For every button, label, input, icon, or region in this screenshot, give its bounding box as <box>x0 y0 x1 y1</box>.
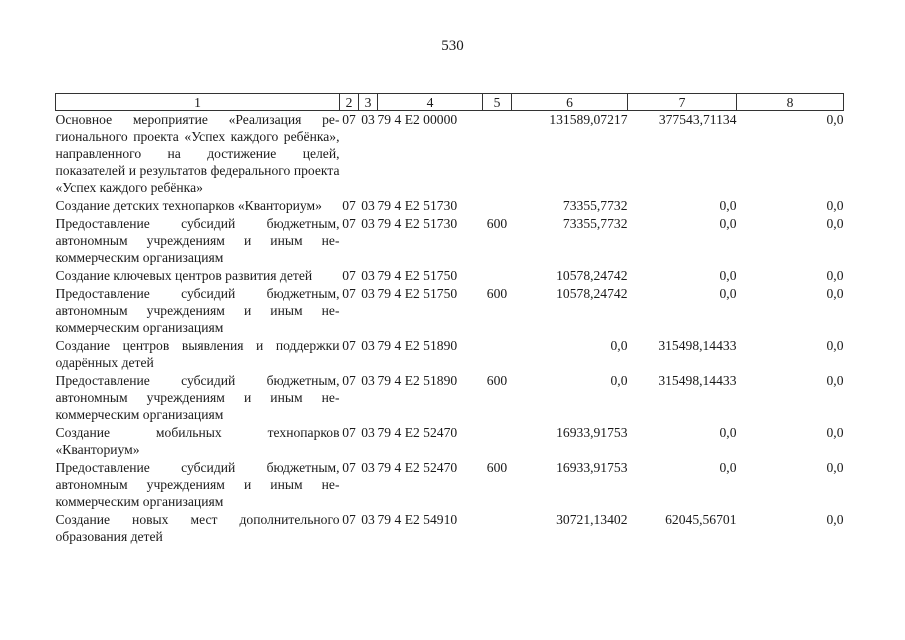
row-target-code: 79 4 E2 51750 <box>377 286 458 301</box>
row-subsection: 03 <box>361 198 375 213</box>
page-number: 530 <box>441 38 464 54</box>
row-expense-type <box>483 424 512 459</box>
row-value-7: 0,0 <box>719 268 737 283</box>
row-name: Создание детских технопарков «Кванториум» <box>55 198 322 213</box>
row-expense-type <box>483 337 512 372</box>
row-name: Создание новых мест дополнительного образования детей <box>55 512 340 544</box>
row-value-7: 0,0 <box>719 460 737 475</box>
row-value-7: 315498,14433 <box>658 338 737 353</box>
row-value-8: 0,0 <box>826 338 844 353</box>
row-value-8: 0,0 <box>826 512 844 527</box>
row-expense-type: 600 <box>486 373 508 388</box>
row-subsection: 03 <box>361 373 375 388</box>
table-row <box>56 337 844 372</box>
row-section: 07 <box>342 112 356 127</box>
row-value-6: 0,0 <box>610 338 628 353</box>
row-expense-type <box>483 111 512 198</box>
row-target-code: 79 4 E2 51890 <box>377 338 458 353</box>
header-col-3: 3 <box>359 94 378 111</box>
table-row <box>56 267 844 285</box>
row-name: Создание мобильных технопарков «Кванториум» <box>55 425 340 457</box>
row-target-code: 79 4 E2 51730 <box>377 198 458 213</box>
header-col-7: 7 <box>628 94 737 111</box>
row-value-6: 30721,13402 <box>556 512 628 527</box>
table-row <box>56 215 844 267</box>
header-col-4: 4 <box>378 94 483 111</box>
row-expense-type <box>483 267 512 285</box>
row-subsection: 03 <box>361 112 375 127</box>
row-expense-type: 600 <box>486 216 508 231</box>
row-value-6: 10578,24742 <box>556 268 628 283</box>
row-value-7: 0,0 <box>719 425 737 440</box>
row-subsection: 03 <box>361 216 375 231</box>
row-value-8: 0,0 <box>826 268 844 283</box>
row-name: Создание ключевых центров развития детей <box>55 268 313 283</box>
row-name: Предоставление субсидий бюджетным, автономным учреждениям и иным некоммерческим организациям <box>55 286 340 335</box>
row-value-6: 16933,91753 <box>556 460 628 475</box>
row-expense-type: 600 <box>486 286 508 301</box>
table-row <box>56 459 844 511</box>
row-value-7: 0,0 <box>719 198 737 213</box>
table-row <box>56 197 844 215</box>
row-target-code: 79 4 E2 51730 <box>377 216 458 231</box>
row-value-6: 0,0 <box>610 373 628 388</box>
row-target-code: 79 4 E2 00000 <box>377 112 458 127</box>
row-section: 07 <box>342 460 356 475</box>
row-value-6: 73355,7732 <box>562 198 628 213</box>
row-target-code: 79 4 E2 52470 <box>377 425 458 440</box>
row-name: Предоставление субсидий бюджетным, автономным учреждениям и иным некоммерческим организациям <box>55 216 340 265</box>
row-value-8: 0,0 <box>826 460 844 475</box>
row-value-8: 0,0 <box>826 425 844 440</box>
row-section: 07 <box>342 512 356 527</box>
row-subsection: 03 <box>361 268 375 283</box>
row-value-7: 0,0 <box>719 286 737 301</box>
header-col-8: 8 <box>737 94 844 111</box>
row-section: 07 <box>342 373 356 388</box>
row-expense-type <box>483 197 512 215</box>
row-value-8: 0,0 <box>826 286 844 301</box>
row-section: 07 <box>342 286 356 301</box>
row-subsection: 03 <box>361 286 375 301</box>
row-value-7: 62045,56701 <box>665 512 737 527</box>
row-expense-type <box>483 511 512 546</box>
row-value-6: 16933,91753 <box>556 425 628 440</box>
row-name: Создание центров выявления и поддержки одарённых детей <box>55 338 340 370</box>
table-row <box>56 372 844 424</box>
row-name: Предоставление субсидий бюджетным, автономным учреждениям и иным некоммерческим организациям <box>55 373 340 422</box>
row-value-8: 0,0 <box>826 373 844 388</box>
table-row <box>56 111 844 198</box>
row-section: 07 <box>342 198 356 213</box>
row-value-7: 315498,14433 <box>658 373 737 388</box>
row-name: Предоставление субсидий бюджетным, автономным учреждениям и иным некоммерческим организациям <box>55 460 340 509</box>
table-header-row <box>56 94 844 111</box>
row-subsection: 03 <box>361 425 375 440</box>
row-value-8: 0,0 <box>826 112 844 127</box>
row-section: 07 <box>342 425 356 440</box>
row-value-8: 0,0 <box>826 198 844 213</box>
row-subsection: 03 <box>361 338 375 353</box>
budget-table <box>55 93 844 546</box>
row-name: Основное мероприятие «Реализация регионального проекта «Успех каждого ребёнка», направленного на достижение целей, показателей и результатов федерального проекта «Успех каждого ребёнка» <box>55 112 340 195</box>
row-value-6: 131589,07217 <box>549 112 628 127</box>
row-value-6: 10578,24742 <box>556 286 628 301</box>
table-row <box>56 424 844 459</box>
row-subsection: 03 <box>361 460 375 475</box>
row-value-8: 0,0 <box>826 216 844 231</box>
row-value-6: 73355,7732 <box>562 216 628 231</box>
row-section: 07 <box>342 338 356 353</box>
row-target-code: 79 4 E2 54910 <box>377 512 458 527</box>
row-section: 07 <box>342 268 356 283</box>
row-target-code: 79 4 E2 52470 <box>377 460 458 475</box>
row-value-7: 0,0 <box>719 216 737 231</box>
row-expense-type: 600 <box>486 460 508 475</box>
header-col-6: 6 <box>512 94 628 111</box>
header-col-5: 5 <box>483 94 512 111</box>
header-col-1: 1 <box>56 94 340 111</box>
row-target-code: 79 4 E2 51750 <box>377 268 458 283</box>
table-row <box>56 511 844 546</box>
row-value-7: 377543,71134 <box>658 112 737 127</box>
row-section: 07 <box>342 216 356 231</box>
header-col-2: 2 <box>340 94 359 111</box>
row-target-code: 79 4 E2 51890 <box>377 373 458 388</box>
row-subsection: 03 <box>361 512 375 527</box>
table-row <box>56 285 844 337</box>
